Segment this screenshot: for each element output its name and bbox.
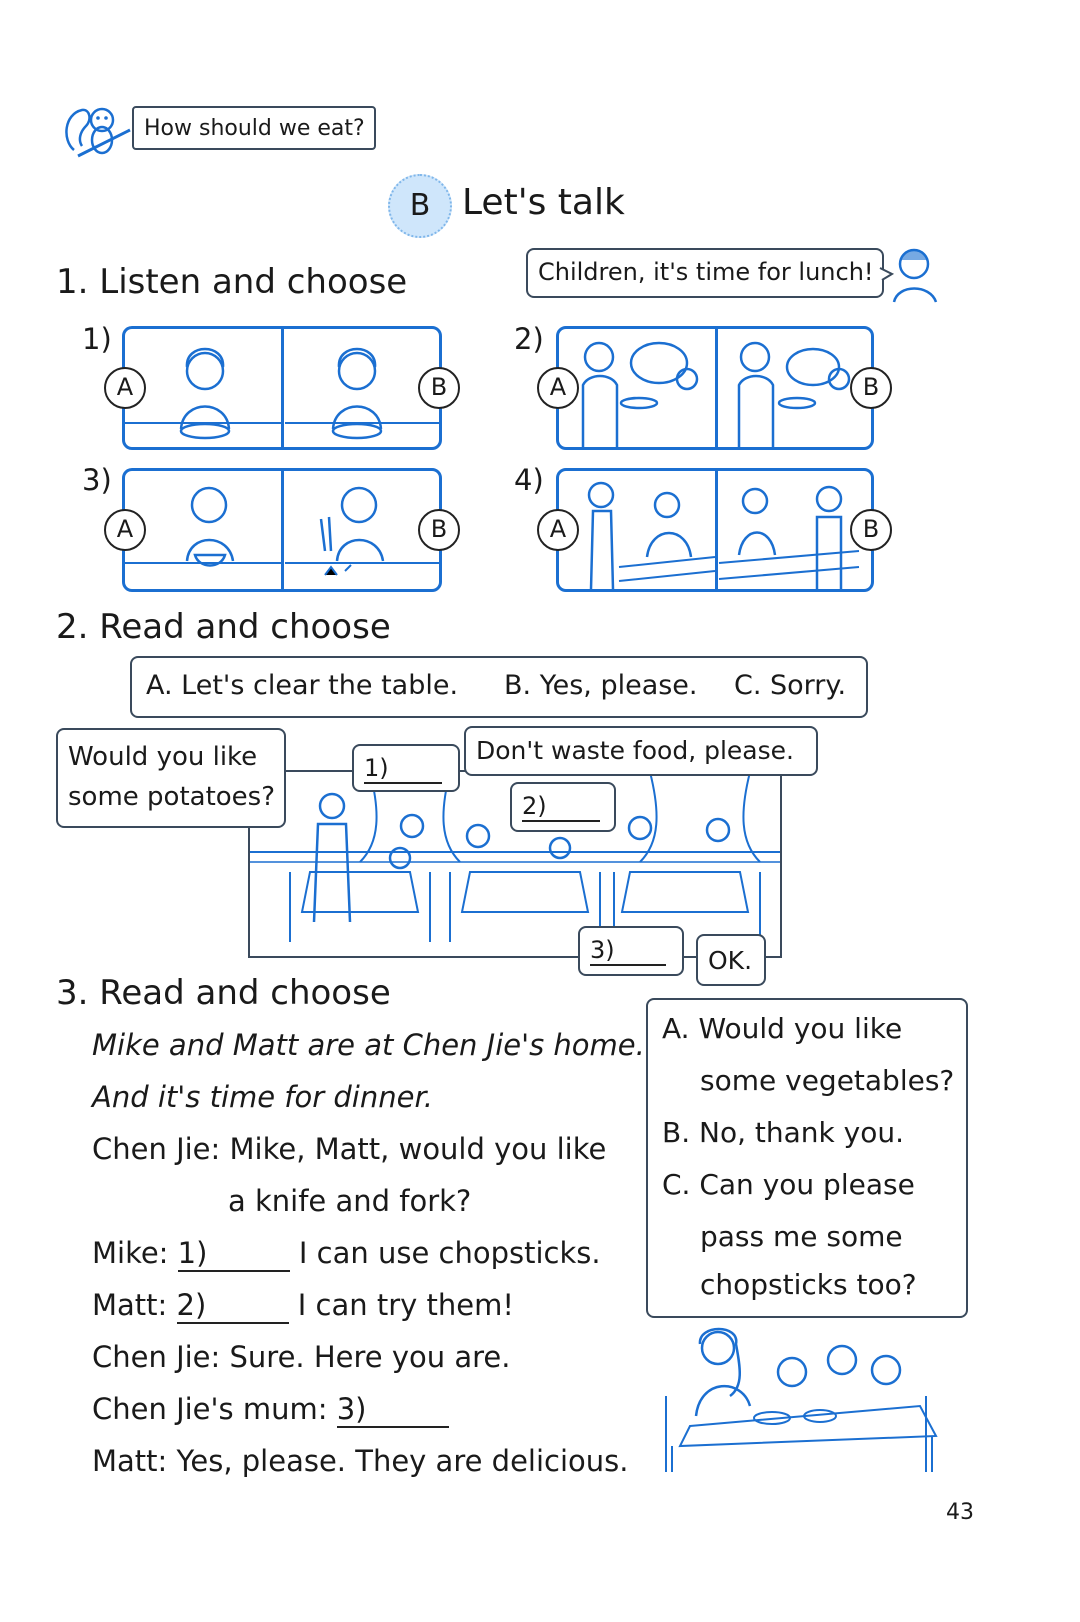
ex2-option-b: B. Yes, please.: [504, 670, 698, 701]
ex1-item4-option-a[interactable]: A: [537, 509, 579, 551]
ex1-item3-picture: [122, 468, 442, 592]
ex3-intro-line1: Mike and Matt are at Chen Jie's home.: [92, 1028, 645, 1062]
ex3-option-a-line1: A. Would you like: [662, 1012, 903, 1045]
ex1-item1-option-b[interactable]: B: [418, 367, 460, 409]
ex2-option-c: C. Sorry.: [734, 670, 847, 701]
ex2-blank2-bubble: [510, 782, 616, 832]
ex1-item2-number: 2): [514, 322, 544, 356]
ex2-blank1[interactable]: 1): [364, 754, 442, 784]
ex2-blank1-bubble: [352, 744, 460, 792]
ex1-item3-option-a[interactable]: A: [104, 509, 146, 551]
ex1-item4-picture: [556, 468, 874, 592]
ex3-option-c-line1: C. Can you please: [662, 1168, 915, 1201]
ex3-intro-line2: And it's time for dinner.: [92, 1080, 433, 1114]
ex1-item4-number: 4): [514, 463, 544, 497]
teacher-man-icon: [878, 240, 948, 304]
ex1-item2-option-b[interactable]: B: [850, 367, 892, 409]
ok-speech-bubble: OK.: [696, 934, 766, 986]
ex3-option-c-line2: pass me some: [700, 1220, 903, 1253]
ex3-option-c-line3: chopsticks too?: [700, 1268, 917, 1301]
ex2-title: 2. Read and choose: [56, 607, 391, 647]
ex3-matt-line: Matt: 2) I can try them!: [92, 1288, 514, 1322]
ex3-mike-line: Mike: 1) I can use chopsticks.: [92, 1236, 601, 1270]
ex1-item1-option-a[interactable]: A: [104, 367, 146, 409]
ex2-options-box: [130, 656, 868, 718]
ex3-options-box: [646, 998, 968, 1318]
ex2-blank3-bubble: [578, 926, 684, 976]
topic-text: How should we eat?: [144, 116, 365, 141]
ex3-line1b: a knife and fork?: [228, 1184, 472, 1218]
ex3-blank2[interactable]: 2): [177, 1288, 289, 1324]
ex1-item4-option-b[interactable]: B: [850, 509, 892, 551]
section-badge: B: [388, 174, 452, 238]
ex3-option-a-line2: some vegetables?: [700, 1064, 955, 1097]
ex3-last-line: Matt: Yes, please. They are delicious.: [92, 1444, 629, 1478]
waste-food-speech-bubble: Don't waste food, please.: [464, 726, 818, 776]
ex1-item3-number: 3): [82, 463, 112, 497]
page-number: 43: [946, 1500, 974, 1525]
ex1-item1-number: 1): [82, 322, 112, 356]
topic-box: [132, 106, 376, 150]
ex3-title: 3. Read and choose: [56, 973, 391, 1013]
ex1-item2-option-a[interactable]: A: [537, 367, 579, 409]
ex3-option-b: B. No, thank you.: [662, 1116, 904, 1149]
ex1-item2-picture: [556, 326, 874, 450]
ex1-title: 1. Listen and choose: [56, 262, 408, 302]
lunch-speech-bubble: Children, it's time for lunch!: [526, 248, 884, 298]
ex1-item3-option-b[interactable]: B: [418, 509, 460, 551]
ex3-mum-line: Chen Jie's mum: 3): [92, 1392, 449, 1428]
ex2-blank3[interactable]: 3): [590, 936, 666, 966]
ex3-blank1[interactable]: 1): [178, 1236, 290, 1272]
ex3-line1a: Chen Jie: Mike, Matt, would you like: [92, 1132, 607, 1166]
ex2-option-a: A. Let's clear the table.: [146, 670, 459, 701]
potatoes-speech-bubble: Would you like some potatoes?: [56, 728, 286, 828]
section-title: Let's talk: [462, 182, 625, 223]
family-dinner-illustration: [660, 1326, 940, 1476]
ex3-blank3[interactable]: 3): [337, 1392, 449, 1428]
squirrel-mascot-icon: [60, 100, 138, 160]
ex2-blank2[interactable]: 2): [522, 792, 600, 822]
ex3-sure-line: Chen Jie: Sure. Here you are.: [92, 1340, 511, 1374]
ex1-item1-picture: [122, 326, 442, 450]
